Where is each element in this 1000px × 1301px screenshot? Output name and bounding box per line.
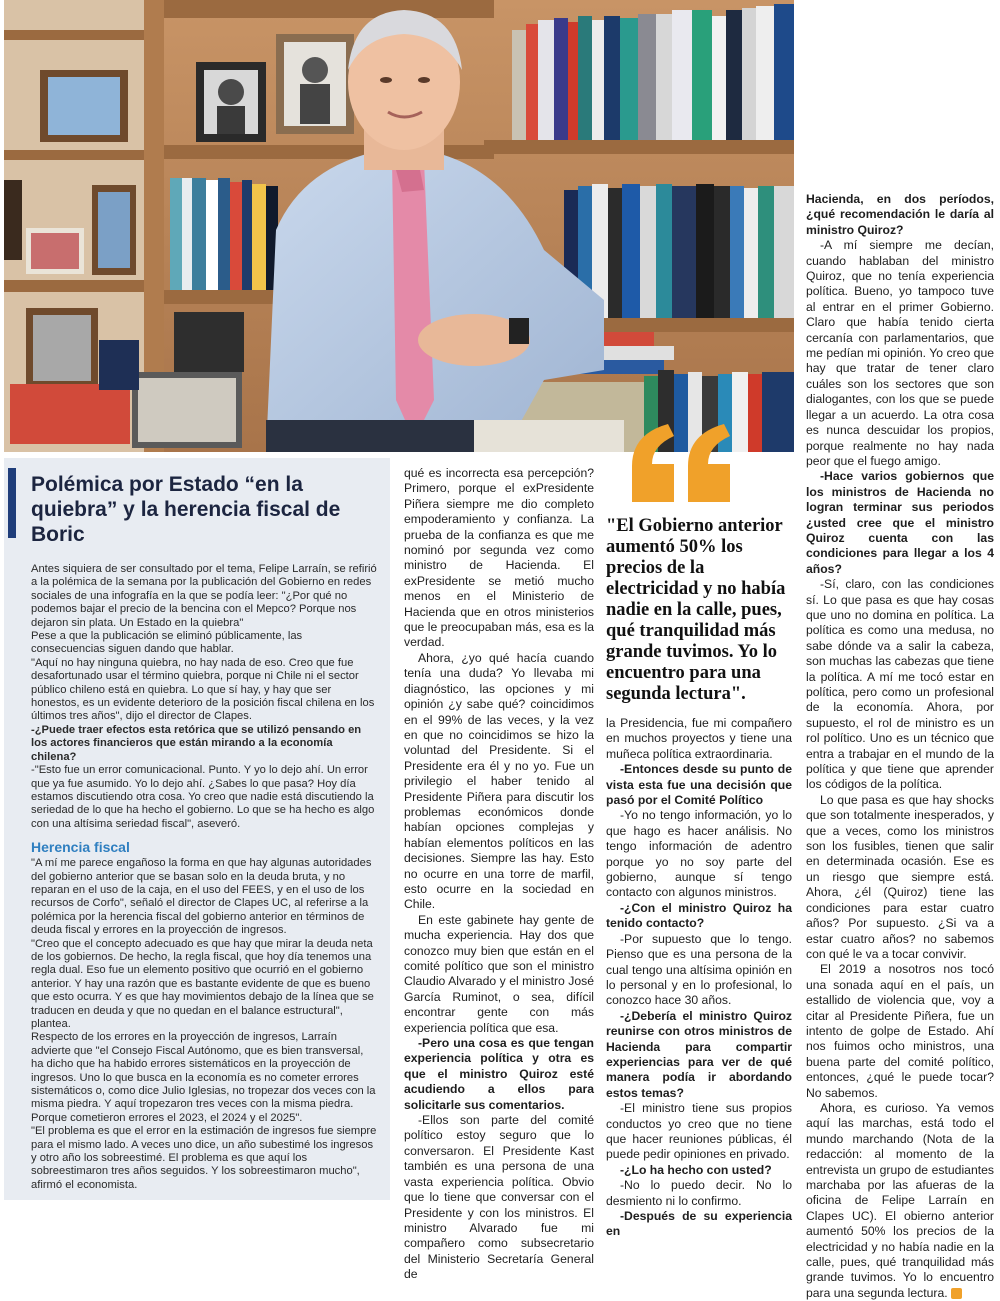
column-paragraph: En este gabinete hay gente de mucha experiencia. Hay dos que conozco muy bien que están en el comité político que son el ministro Claudio Alvarado y el ministro José García Ruminot, o sea, difícil encontrar gente con más experiencia política que esa. xyxy=(404,912,594,1035)
column-paragraph: -Yo no tengo información, yo lo que hago es hacer análisis. No tengo información de adentro porque yo no soy parte del gobierno, aunque sí tengo contacto con algunos ministros. xyxy=(606,808,792,900)
article-column-3 xyxy=(606,716,792,1240)
article-column-2 xyxy=(404,466,594,1283)
column-paragraph: -Sí, claro, con las condiciones sí. Lo que pasa es que hay cosas que uno no domina en política. La política es como una medusa, no sabe dónde va a salir la cabeza, son muchas las cabezas que tiene la política. A mí me tocó estar en política, pero como un profesional de la economía. Ahora, por supuesto, el rol de ministro es un rol político. Uno es un técnico que entra a trabajar en el mundo de la política y que tiene que aprender los códigos de la política. xyxy=(806,577,994,792)
article-photo xyxy=(4,0,794,452)
column-paragraph: -No lo puedo decir. No lo desmiento ni lo confirmo. xyxy=(606,1178,792,1208)
column-paragraph: qué es incorrecta esa percepción? Primero, porque el exPresidente Piñera siempre me dio completo empoderamiento y confianza. La prueba de la confianza es que me nominó por segunda vez como ministro de Hacienda. El exPresidente se metió mucho menos en el Ministerio de Hacienda que en otros ministerios que le preocupaban más, esa es la verdad. xyxy=(404,466,594,650)
column-paragraph: -Por supuesto que lo tengo. Pienso que es una persona de la cual tengo una altísima opinión en lo personal y en lo profesional, lo conozco hace 30 años. xyxy=(606,931,792,1008)
sidebar-paragraph: "A mí me parece engañoso la forma en que hay algunas autoridades del gobierno anterior que se basan solo en la deuda bruta, y no reparan en el uso de la caja, en el uso del FEES, y en el uso de los recursos de Corfo", señaló el director de Clapes UC, al referirse a la polémica por la herencia fiscal del gobierno anterior en términos de deuda fiscal y errores en la proyección de ingresos. xyxy=(31,857,372,937)
column-paragraph: -A mí siempre me decían, cuando hablaban del ministro Quiroz, que no tenía experiencia política. Bueno, yo tampoco tuve al entrar en el primer Gobierno. Claro que había tenido cierta cercanía con parlamentarios, que me pedían mi opinión. Yo creo que hay que tratar de tener claro cuáles son los sectores que son dialogantes, con los que se puede llegar a un acuerdo. La otra cosa es nunca descuidar los propios, porque realmente no hay nada peor que el fuego amigo. xyxy=(806,238,994,468)
interview-question: -Hace varios gobiernos que los ministros de Hacienda no logran terminar sus periodos ¿usted cree que el ministro Quiroz cuenta con las condiciones para llegar a los 4 años? xyxy=(806,469,994,576)
sidebar-paragraph: -"Esto fue un error comunicacional. Punto. Y yo lo dejo ahí. Un error que ya fue asumido. Yo lo dejo ahí. ¿Sabes lo que pasa? Hoy día estamos discutiendo otra cosa. Yo creo que nadie está discutiendo la seriedad de lo que ha hecho el gobierno. Lo que se ha hecho es algo con una altísima seriedad fiscal", aseveró. xyxy=(31,764,375,830)
sidebar-paragraph: "Aquí no hay ninguna quiebra, no hay nada de eso. Creo que fue desafortunado usar el término quiebra, porque ni Chile ni el sector público chileno está en quiebra. Lo que sí hay, y hay que ser honestos, es un evidente deterioro de la posición fiscal chilena en los últimos tres años", dijo el director de Clapes. xyxy=(31,656,375,723)
interview-question: Hacienda, en dos períodos, ¿qué recomendación le daría al ministro Quiroz? xyxy=(806,192,994,237)
column-paragraph: -Ellos son parte del comité político estoy seguro que lo conversaron. El Presidente Kast también es una persona de una vasta experiencia política. Obvio que lo tiene que conversar con el Presidente y con los ministros. El ministro Alvarado fue mi compañero como subsecretario del Ministerio Secretaría General de xyxy=(404,1113,594,1282)
column-paragraph: El 2019 a nosotros nos tocó una sonada aquí en el país, un estallido de violencia que, voy a citar al Presidente Piñera, fue un intento de golpe de Estado. Ahí nos fuimos ocho ministros, una buena parte del comité político, entonces, ¿qué le puede tocar? No sabemos. xyxy=(806,962,994,1100)
sidebar-body xyxy=(31,563,378,831)
sidebar-paragraph: "Creo que el concepto adecuado es que hay que mirar la deuda neta de los gobiernos. De hecho, la regla fiscal, que hoy día tenemos una regla dual. Eso fue un elemento positivo que ocurrió en el gobierno anterior. Y hay una razón que es bastante evidente de que es bueno que esto ocurra. Y es que hay movimientos debajo de la línea que se traducen en deuda y que no quedan en el balance estructural", plantea. xyxy=(31,937,374,1030)
sidebar-question: -¿Puede traer efectos esta retórica que se utilizó pensando en los actores financieros que están mirando a la economía chilena? xyxy=(31,723,362,763)
interview-question: -Después de su experiencia en xyxy=(606,1209,792,1239)
sidebar-paragraph: Respecto de los errores en la proyección de ingresos, Larraín advierte que "el Consejo Fiscal Autónomo, que es bien transversal, ha dicho que ha habido errores sistemáticos en la proyección de ingresos. Uno lo que busca en la economía es no cometer errores sistemáticos o, como dice Julio Iglesias, no tropezar dos veces con la misma piedra. Y aquí tropezaron tres veces con la misma piedra. Porque cometieron errores el 2023, el 2024 y el 2025". xyxy=(31,1031,376,1124)
interview-question: -¿Debería el ministro Quiroz reunirse con otros ministros de Hacienda para compartir experiencias para ver de qué manera podía ir abordando estos temas? xyxy=(606,1008,792,1100)
column-paragraph xyxy=(806,1101,994,1301)
closing-paragraph: Ahora, es curioso. Ya vemos aquí las marchas, está todo el mundo marchando (Nota de la redacción: al momento de la entrevista un grupo de estudiantes marchaba por las afueras de la oficina de Felipe Larraín en Clapes UC). El obierno anterior aumentó 50% los precios de la electricidad y no había nadie en la calle, pues, qué tranquilidad más grande tuvimos. Yo lo encuentro para una segunda lectura. xyxy=(806,1100,994,1300)
quote-mark-icon xyxy=(628,424,738,504)
column-paragraph: la Presidencia, fue mi compañero en muchos proyectos y tiene una muñeca política extraordinaria. xyxy=(606,716,792,761)
sidebar-subtitle: Herencia fiscal xyxy=(31,839,130,856)
sidebar-paragraph: Pese a que la publicación se eliminó públicamente, las consecuencias siguen dando que hablar. xyxy=(31,630,303,656)
interview-question: -Entonces desde su punto de vista esta fue una decisión que pasó por el Comité Político xyxy=(606,762,792,808)
interview-question: -¿Lo ha hecho con usted? xyxy=(620,1162,772,1177)
column-paragraph: -El ministro tiene sus propios conductos yo creo que no tiene que hacer reuniones públicas, él puede pedir opiniones en privado. xyxy=(606,1101,792,1162)
sidebar-box xyxy=(4,458,390,1200)
column-paragraph: Ahora, ¿yo qué hacía cuando tenía una duda? Yo llevaba mi diagnóstico, las opciones y mi opinión ¿y sabe qué? coincidimos en el 99% de las veces, y la vez en que no coincidimos se hizo la voluntad del Presidente. Si el Presidente era él y no yo. Fue un privilegio el haber tenido al Presidente Piñera para discutir los problemas económicos donde habían opciones complejas y habían elementos políticos en las decisiones. Siempre las hay. Esto no ocurre en una torre de marfil, esto ocurre en la sociedad en Chile. xyxy=(404,650,594,912)
end-of-article-icon xyxy=(951,1288,962,1299)
sidebar-paragraph: Antes siquiera de ser consultado por el tema, Felipe Larraín, se refirió a la polémica de la semana por la publicación del Gobierno en redes sociales de una infografía en la que se podía leer: "¿Por qué no podemos bajar el precio de la bencina con el Mepco? Porque nos dejaron sin plata. Un Estado en la quiebra" xyxy=(31,563,377,629)
column-paragraph: Lo que pasa es que hay shocks que son totalmente inesperados, y que a veces, como los ministros son los fusibles, tienen que salir en determinada ocasión. Ese es un riesgo que siempre está. Ahora, ¿él (Quiroz) tiene las condiciones para estar cuatro años? Por supuesto. ¿Si va a estar cuatro años? no sabemos con qué le va a tocar convivir. xyxy=(806,792,994,961)
interview-question: -¿Con el ministro Quiroz ha tenido contacto? xyxy=(606,900,792,931)
article-column-4 xyxy=(806,192,994,1301)
sidebar-body-2 xyxy=(31,857,378,1192)
title-accent-bar xyxy=(8,468,16,538)
interview-question: -Pero una cosa es que tengan experiencia política y otra es que el ministro Quiroz esté acudiendo a ellos para solicitarle sus comentarios. xyxy=(404,1036,594,1112)
sidebar-paragraph: "El problema es que el error en la estimación de ingresos fue siempre para el mismo lado. A veces uno dice, un año subestimé los ingresos y otro año los sobreestimé. El problema es que aquí los sobreestimaron tres años seguidos. Y los sobreestimaron mucho", afirmó el economista. xyxy=(31,1125,377,1191)
pull-quote: "El Gobierno anterior aumentó 50% los precios de la electricidad y no había nadie en la calle, pues, qué tranquilidad más grande tuvimos. Yo lo encuentro para una segunda lectura". xyxy=(606,516,786,704)
sidebar-title: Polémica por Estado “en la quiebra” y la herencia fiscal de Boric xyxy=(31,473,341,546)
office-photo-illustration xyxy=(4,0,794,452)
